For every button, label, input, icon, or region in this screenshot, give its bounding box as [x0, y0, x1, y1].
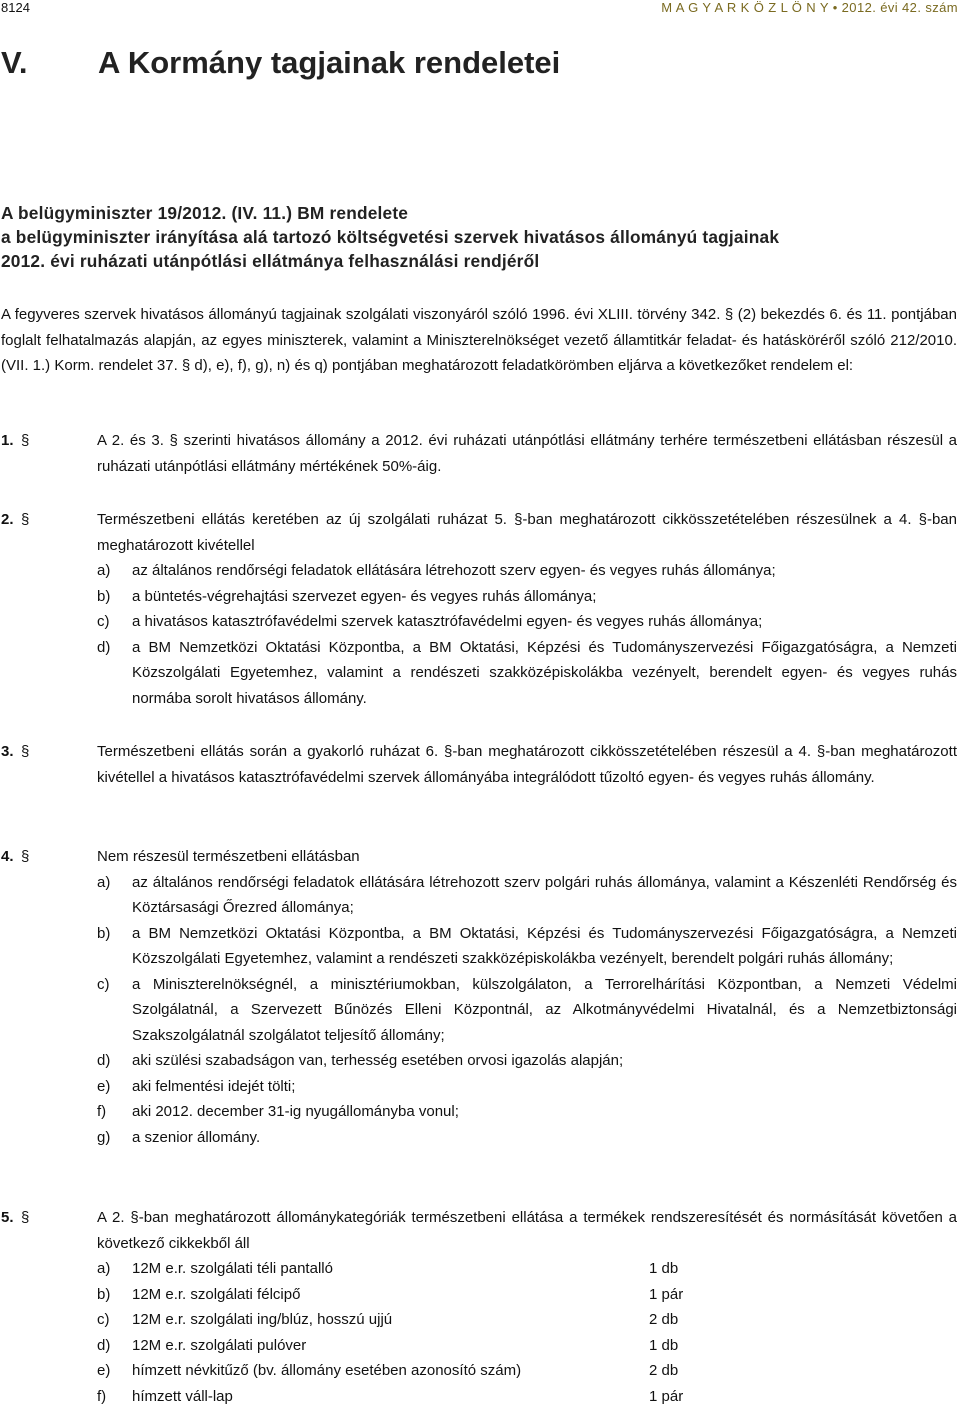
goods-name: 12M e.r. szolgálati ing/blúz, hosszú ujjú: [132, 1311, 393, 1328]
section-text: Természetbeni ellátás keretében az új szolgálati ruházat 5. §-ban meghatározott cikkösszetételében részesülnek a 4. §-ban meghatározott kivétellel: [97, 511, 957, 554]
item-text: az általános rendőrségi feladatok ellátására létrehozott szerv polgári ruhás állománya, valamint a Készenléti Rendőrség és Köztársasági Őrezred állománya;: [132, 873, 957, 916]
goods-name: 12M e.r. szolgálati pulóver: [132, 1336, 307, 1354]
preamble: A fegyveres szervek hivatásos állományú tagjainak szolgálati viszonyáról szóló 1996. évi XLIII. törvény 342. § (2) bekezdés 6. és 11. pontjában foglalt felhatalmazás alapján, az egyes miniszterek, valamint a Miniszterelnökséget vezető államtitkár feladat- és hatásköréről szóló 212/2010. (VII. 1.) Korm. rendelet 37. § d), e), f), g), n) és q) pontjában meghatározott feladatkörömben eljárva a következőket rendelem el:: [1, 306, 957, 374]
section-body: [97, 739, 957, 790]
list-item: [97, 635, 957, 712]
goods-name: 12M e.r. szolgálati félcipő: [132, 1285, 301, 1303]
journal-title: M A G Y A R K Ö Z L Ö N Y • 2012. évi 42. szám: [661, 0, 958, 15]
item-text: aki felmentési idejét tölti;: [132, 1077, 296, 1095]
item-text: a BM Nemzetközi Oktatási Központba, a BM Oktatási, Képzési és Tudományszervezési Főigazgatóságra, a Nemzeti Közszolgálati Egyetemhez, valamint a rendészeti szakközépiskolákba vezényelt, berendelt egyen- és vegyes ruhás normába sorolt hivatásos állomány.: [132, 638, 957, 707]
list-item: [97, 584, 957, 610]
running-header: [0, 0, 960, 18]
item-letter: c): [97, 1311, 110, 1328]
list-item: [97, 1125, 957, 1151]
section-body: [97, 507, 957, 711]
goods-name: hímzett névkitűző (bv. állomány esetében azonosító szám): [132, 1362, 522, 1379]
goods-quantity: 1 pár: [649, 1285, 684, 1303]
section-sign: §: [21, 432, 30, 449]
section-body: [97, 1205, 957, 1409]
list-item: [97, 870, 957, 921]
item-letter: d): [97, 1336, 111, 1354]
item-letter: b): [97, 587, 111, 605]
section-number: 4.: [1, 848, 14, 865]
item-text: aki 2012. december 31-ig nyugállományba vonul;: [132, 1103, 459, 1120]
section-5: [1, 1205, 957, 1409]
item-text: a szenior állomány.: [132, 1128, 261, 1146]
section-number: 2.: [1, 511, 14, 528]
section-text: Természetbeni ellátás során a gyakorló ruházat 6. §-ban meghatározott cikkösszetételében részesül a 4. §-ban meghatározott kivétellel a hivatásos katasztrófavédelmi szervek állományába integrálódott tűzoltó egyen- és vegyes ruhás állomány.: [97, 743, 957, 786]
list-item: [97, 609, 957, 635]
section-number: 5.: [1, 1209, 14, 1226]
section-number: 1.: [1, 432, 14, 449]
goods-name: 12M e.r. szolgálati téli pantalló: [132, 1260, 333, 1277]
item-letter: a): [97, 562, 111, 579]
section-sign: §: [21, 848, 30, 865]
item-letter: f): [97, 1387, 107, 1405]
list-item: [97, 972, 957, 1049]
item-text: a BM Nemzetközi Oktatási Központba, a BM Oktatási, Képzési és Tudományszervezési Főigazgatóságra, a Nemzeti Közszolgálati Egyetemhez, valamint a rendészeti szakközépiskolákba vezényelt, berendelt polgári ruhás állomány;: [132, 924, 957, 967]
page-number: 8124: [1, 0, 30, 15]
item-text: a Miniszterelnökségnél, a minisztériumokban, külszolgálaton, a Terrorelhárítási Központban, a Nemzeti Védelmi Szolgálatnál, a Szervezett Bűnözés Elleni Központnál, az Alkotmányvédelmi Hivatalnál, és a Nemzetbiztonsági Szakszolgálatnál szolgálatot teljesítő állomány;: [132, 975, 957, 1044]
chapter-title: A Kormány tagjainak rendeletei: [98, 45, 561, 80]
section-sign: §: [21, 1209, 30, 1226]
goods-row: [97, 1256, 957, 1282]
chapter-number: V.: [1, 45, 28, 80]
section-text: A 2. §-ban meghatározott állománykategóriák természetbeni ellátása a termékek rendszeresítését és normásítását követően a következő cikkekből áll: [97, 1209, 957, 1252]
section-4: [1, 844, 957, 1150]
chapter-heading: [1, 45, 560, 81]
item-letter: d): [97, 1052, 111, 1069]
item-text: az általános rendőrségi feladatok ellátására létrehozott szerv egyen- és vegyes ruhás állománya;: [132, 562, 776, 579]
list-item: [97, 1048, 957, 1074]
list-item: [97, 558, 957, 584]
item-text: a büntetés-végrehajtási szervezet egyen- és vegyes ruhás állománya;: [132, 587, 597, 605]
list-item: [97, 1099, 957, 1125]
decree-title-line: a belügyminiszter irányítása alá tartozó költségvetési szervek hivatásos állományú tagjainak: [1, 227, 780, 247]
decree-title-line: 2012. évi ruházati utánpótlási ellátmánya felhasználási rendjéről: [1, 251, 540, 271]
section-text: Nem részesül természetbeni ellátásban: [97, 848, 360, 865]
item-letter: e): [97, 1362, 111, 1379]
item-letter: d): [97, 638, 111, 656]
section-sign: §: [21, 743, 30, 760]
goods-name: hímzett váll-lap: [132, 1387, 233, 1405]
section-body: [97, 844, 957, 1150]
goods-row: [97, 1358, 957, 1384]
section-body: [97, 428, 957, 479]
item-letter: b): [97, 1285, 111, 1303]
item-letter: b): [97, 924, 111, 942]
section-2: [1, 507, 957, 711]
list-item: [97, 921, 957, 972]
section-3: [1, 739, 957, 790]
section-sign: §: [21, 511, 30, 528]
item-letter: f): [97, 1103, 107, 1120]
decree-title-line: A belügyminiszter 19/2012. (IV. 11.) BM rendelete: [1, 203, 409, 223]
goods-row: [97, 1333, 957, 1359]
item-text: aki szülési szabadságon van, terhesség esetében orvosi igazolás alapján;: [132, 1052, 624, 1069]
item-text: a hivatásos katasztrófavédelmi szervek katasztrófavédelmi egyen- és vegyes ruhás állománya;: [132, 613, 763, 630]
goods-row: [97, 1384, 957, 1410]
item-letter: e): [97, 1077, 111, 1095]
goods-quantity: 2 db: [649, 1311, 679, 1328]
item-letter: c): [97, 613, 110, 630]
goods-row: [97, 1282, 957, 1308]
goods-row: [97, 1307, 957, 1333]
section-1: [1, 428, 957, 479]
item-letter: g): [97, 1128, 111, 1146]
section-number: 3.: [1, 743, 14, 760]
section-text: A 2. és 3. § szerinti hivatásos állomány a 2012. évi ruházati utánpótlási ellátmány terhére természetbeni ellátásban részesül a ruházati utánpótlási ellátmány mértékének 50%-áig.: [97, 432, 957, 475]
goods-quantity: 1 db: [649, 1336, 679, 1354]
goods-quantity: 2 db: [649, 1362, 679, 1379]
item-letter: a): [97, 873, 111, 891]
item-letter: c): [97, 975, 110, 993]
decree-title: [1, 201, 959, 273]
list-item: [97, 1074, 957, 1100]
goods-quantity: 1 pár: [649, 1387, 684, 1405]
item-letter: a): [97, 1260, 111, 1277]
goods-quantity: 1 db: [649, 1260, 679, 1277]
